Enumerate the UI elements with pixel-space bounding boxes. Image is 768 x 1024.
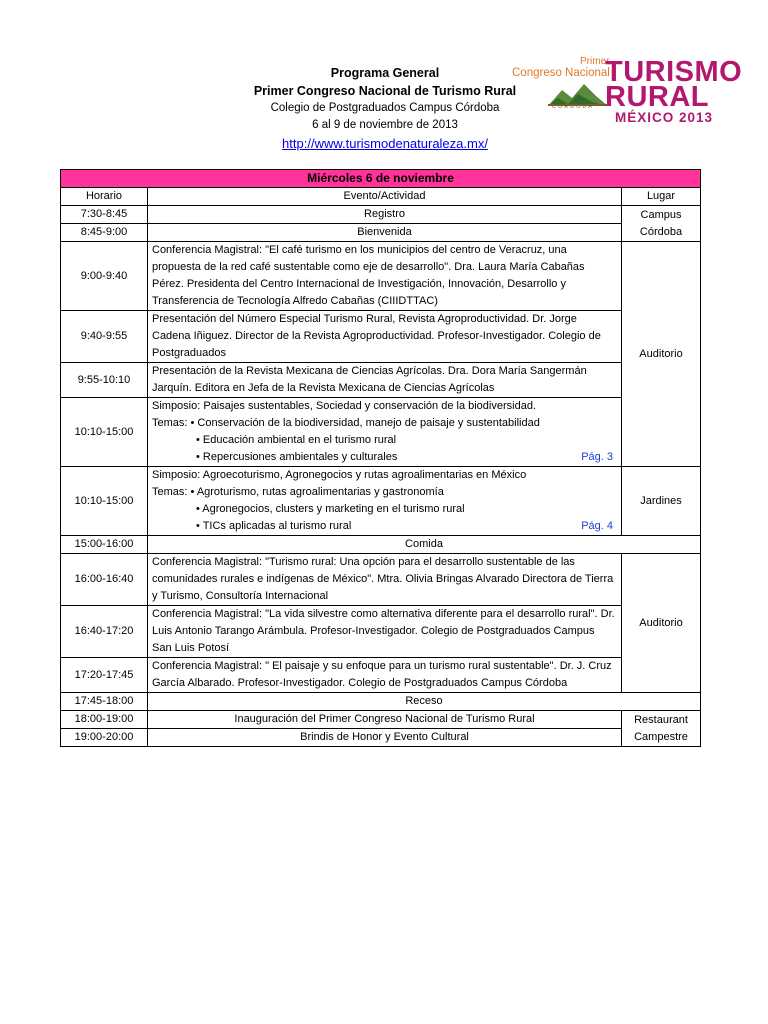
- logo-congreso-text: Congreso Nacional: [512, 67, 610, 79]
- row-time: 9:40-9:55: [61, 311, 148, 363]
- temas-label: Temas: •: [152, 486, 197, 498]
- tema-item: Agroturismo, rutas agroalimentarias y gastronomía: [196, 486, 444, 498]
- venue: Colegio de Postgraduados Campus Córdoba: [270, 102, 500, 114]
- place-restaurant: Restaurant Campestre: [622, 711, 701, 747]
- temas-label: Temas: •: [152, 417, 198, 429]
- program-table: [60, 169, 701, 747]
- tema-line: [152, 484, 617, 501]
- table-row: [61, 467, 701, 536]
- row-event: Comida: [148, 536, 701, 554]
- congress-logo: [510, 56, 743, 126]
- row-time: 10:10-15:00: [61, 398, 148, 467]
- place-campus: Campus Córdoba: [622, 206, 701, 242]
- row-time: 16:40-17:20: [61, 606, 148, 658]
- row-event: Registro: [148, 206, 622, 224]
- row-time: 15:00-16:00: [61, 536, 148, 554]
- row-time: 9:55-10:10: [61, 363, 148, 398]
- table-row: [61, 536, 701, 554]
- row-time: 19:00-20:00: [61, 729, 148, 747]
- col-header-place: Lugar: [622, 188, 701, 206]
- row-event: Conferencia Magistral: "Turismo rural: Una opción para el desarrollo sustentable de las comunidades rurales e indígenas de México". Mtra. Olivia Bringas Alvarado Directora de Tierra y Turismo, Consultoría Internacional: [148, 554, 622, 606]
- row-event: Conferencia Magistral: " El paisaje y su enfoque para un turismo rural sustentable". Dr. J. Cruz García Albarado. Profesor-Investigador. Colegio de Postgraduados Campus Córdoba: [148, 658, 622, 693]
- dates: 6 al 9 de noviembre de 2013: [312, 119, 458, 131]
- col-header-event: Evento/Actividad: [148, 188, 622, 206]
- table-row: [61, 363, 701, 398]
- row-event: Presentación del Número Especial Turismo Rural, Revista Agroproductividad. Dr. Jorge Cadena Iñiguez. Director de la Revista Agroproductividad. Profesor-Investigador. Colegio de Postgraduados: [148, 311, 622, 363]
- place-jardines: Jardines: [622, 467, 701, 536]
- congress-name: Primer Congreso Nacional de Turismo Rural: [253, 84, 517, 98]
- tema-item: • TICs aplicadas al turismo rural: [196, 520, 352, 532]
- symposium-title: Simposio: Paisajes sustentables, Sociedad y conservación de la biodiversidad.: [152, 400, 536, 412]
- document-title: Programa General: [330, 66, 440, 80]
- tema-line: [152, 518, 617, 535]
- row-event: Inauguración del Primer Congreso Nacional de Turismo Rural: [148, 711, 622, 729]
- row-time: 17:20-17:45: [61, 658, 148, 693]
- row-time: 7:30-8:45: [61, 206, 148, 224]
- tema-item: • Repercusiones ambientales y culturales: [196, 451, 398, 463]
- logo-cordoba-text: CÓRDOBA: [552, 104, 594, 110]
- logo-rural-text: RURAL: [605, 81, 709, 113]
- row-event: Brindis de Honor y Evento Cultural: [148, 729, 622, 747]
- day-label: Miércoles 6 de noviembre: [61, 170, 701, 188]
- place-auditorio: Auditorio: [622, 242, 701, 467]
- tema-line: [152, 449, 617, 466]
- logo-turismo-text: TURISMO: [605, 56, 743, 88]
- table-row: [61, 206, 701, 224]
- symposium-title: Simposio: Agroecoturismo, Agronegocios y rutas agroalimentarias en México: [152, 469, 527, 481]
- table-row: [61, 658, 701, 693]
- table-row: [61, 311, 701, 363]
- row-time: 16:00-16:40: [61, 554, 148, 606]
- symposium-cell: [148, 467, 622, 536]
- document-header: [230, 64, 540, 154]
- row-time: 10:10-15:00: [61, 467, 148, 536]
- page-reference[interactable]: Pág. 4: [581, 520, 613, 532]
- place-auditorio: Auditorio: [622, 554, 701, 693]
- logo-primer-text: Primer: [580, 56, 610, 67]
- table-row: [61, 242, 701, 311]
- table-row: [61, 224, 701, 242]
- table-row: [61, 711, 701, 729]
- mountains-icon: [548, 80, 608, 106]
- table-row: [61, 729, 701, 747]
- tema-item: • Educación ambiental en el turismo rural: [196, 434, 397, 446]
- table-row: [61, 554, 701, 606]
- table-row: [61, 693, 701, 711]
- col-header-time: Horario: [61, 188, 148, 206]
- day-header-row: [61, 170, 701, 188]
- website-link[interactable]: http://www.turismodenaturaleza.mx/: [282, 136, 488, 151]
- column-header-row: [61, 188, 701, 206]
- row-event: Receso: [148, 693, 701, 711]
- tema-line: [152, 415, 617, 432]
- row-time: 9:00-9:40: [61, 242, 148, 311]
- row-event: Presentación de la Revista Mexicana de Ciencias Agrícolas. Dra. Dora María Sangermán Jarquín. Editora en Jefa de la Revista Mexicana de Ciencias Agrícolas: [148, 363, 622, 398]
- table-row: [61, 398, 701, 467]
- tema-item: Conservación de la biodiversidad, manejo de paisaje y sustentabilidad: [197, 417, 540, 429]
- tema-item: • Agronegocios, clusters y marketing en el turismo rural: [196, 503, 465, 515]
- row-time: 17:45-18:00: [61, 693, 148, 711]
- page-reference[interactable]: Pág. 3: [581, 451, 613, 463]
- table-row: [61, 606, 701, 658]
- row-time: 18:00-19:00: [61, 711, 148, 729]
- symposium-cell: [148, 398, 622, 467]
- row-event: Bienvenida: [148, 224, 622, 242]
- logo-mexico-text: MÉXICO 2013: [615, 110, 714, 125]
- row-event: Conferencia Magistral: "El café turismo en los municipios del centro de Veracruz, una propuesta de la red café sustentable como eje de desarrollo". Dra. Laura María Cabañas Pérez. Presidenta del Centro Internacional de Investigación, Innovación, Desarrollo y Transferencia de Tecnología Alfredo Cabañas (CIIIDTTAC): [148, 242, 622, 311]
- row-event: Conferencia Magistral: "La vida silvestre como alternativa diferente para el desarrollo rural". Dr. Luis Antonio Tarango Arámbula. Profesor-Investigador. Colegio de Postgraduados Campus San Luis Potosí: [148, 606, 622, 658]
- row-time: 8:45-9:00: [61, 224, 148, 242]
